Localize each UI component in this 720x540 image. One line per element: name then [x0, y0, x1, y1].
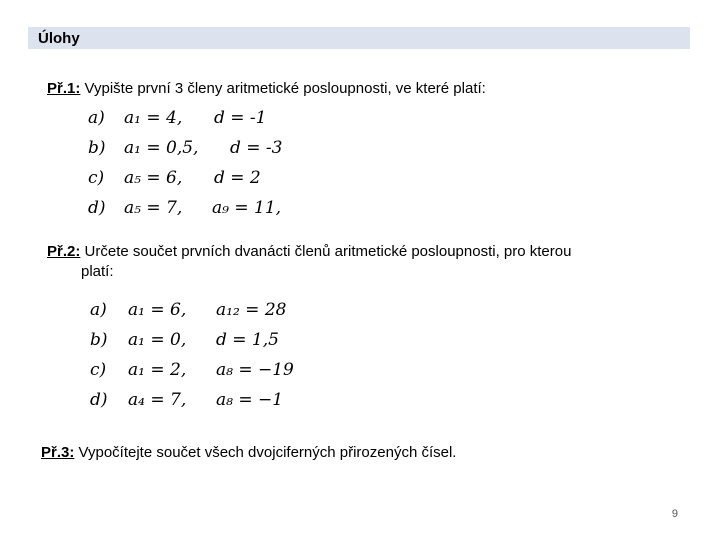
task-2-item-b [90, 330, 350, 360]
item-term-1: a₁ = 0, [128, 330, 187, 350]
task-1-items [88, 108, 348, 228]
task-2 [47, 242, 687, 282]
task-2-item-a [90, 300, 350, 330]
item-term-2: d = 1,5 [216, 330, 279, 350]
task-2-label: Př.2: [47, 243, 81, 260]
item-mark: a) [88, 108, 105, 128]
item-term-1: a₅ = 7, [124, 198, 183, 218]
task-2-item-d [90, 390, 350, 420]
item-term-2: d = 2 [214, 168, 261, 188]
item-term-2: a₈ = −19 [216, 360, 294, 380]
task-1-item-b [88, 138, 348, 168]
task-1-item-d [88, 198, 348, 228]
item-mark: c) [90, 360, 107, 380]
header-bar [28, 27, 690, 49]
item-term-2: a₈ = −1 [216, 390, 284, 410]
item-mark: d) [88, 198, 106, 218]
item-mark: b) [90, 330, 108, 350]
item-term-1: a₁ = 4, [124, 108, 183, 128]
item-mark: a) [90, 300, 107, 320]
header-title: Úlohy [38, 30, 80, 47]
task-1 [47, 79, 687, 99]
item-term-1: a₁ = 0,5, [124, 138, 199, 158]
task-3 [41, 443, 681, 463]
task-1-text: Vypište první 3 členy aritmetické posloupnosti, ve které platí: [80, 80, 486, 97]
task-2-items [90, 300, 350, 420]
page-number: 9 [671, 508, 678, 520]
item-term-2: d = -3 [230, 138, 283, 158]
task-3-label: Př.3: [41, 444, 75, 461]
item-mark: c) [88, 168, 105, 188]
item-term-1: a₁ = 6, [128, 300, 187, 320]
item-term-1: a₄ = 7, [128, 390, 187, 410]
item-term-2: a₉ = 11, [212, 198, 282, 218]
task-2-item-c [90, 360, 350, 390]
task-1-item-c [88, 168, 348, 198]
task-1-label: Př.1: [47, 80, 81, 97]
item-term-1: a₁ = 2, [128, 360, 187, 380]
task-2-text-cont: platí: [81, 263, 114, 280]
item-term-2: a₁₂ = 28 [216, 300, 287, 320]
task-2-text: Určete součet prvních dvanácti členů aritmetické posloupnosti, pro kterou [80, 243, 572, 260]
item-term-2: d = -1 [214, 108, 267, 128]
item-term-1: a₅ = 6, [124, 168, 183, 188]
item-mark: b) [88, 138, 106, 158]
item-mark: d) [90, 390, 108, 410]
task-3-text: Vypočítejte součet všech dvojciferných přirozených čísel. [74, 444, 457, 461]
task-1-item-a [88, 108, 348, 138]
